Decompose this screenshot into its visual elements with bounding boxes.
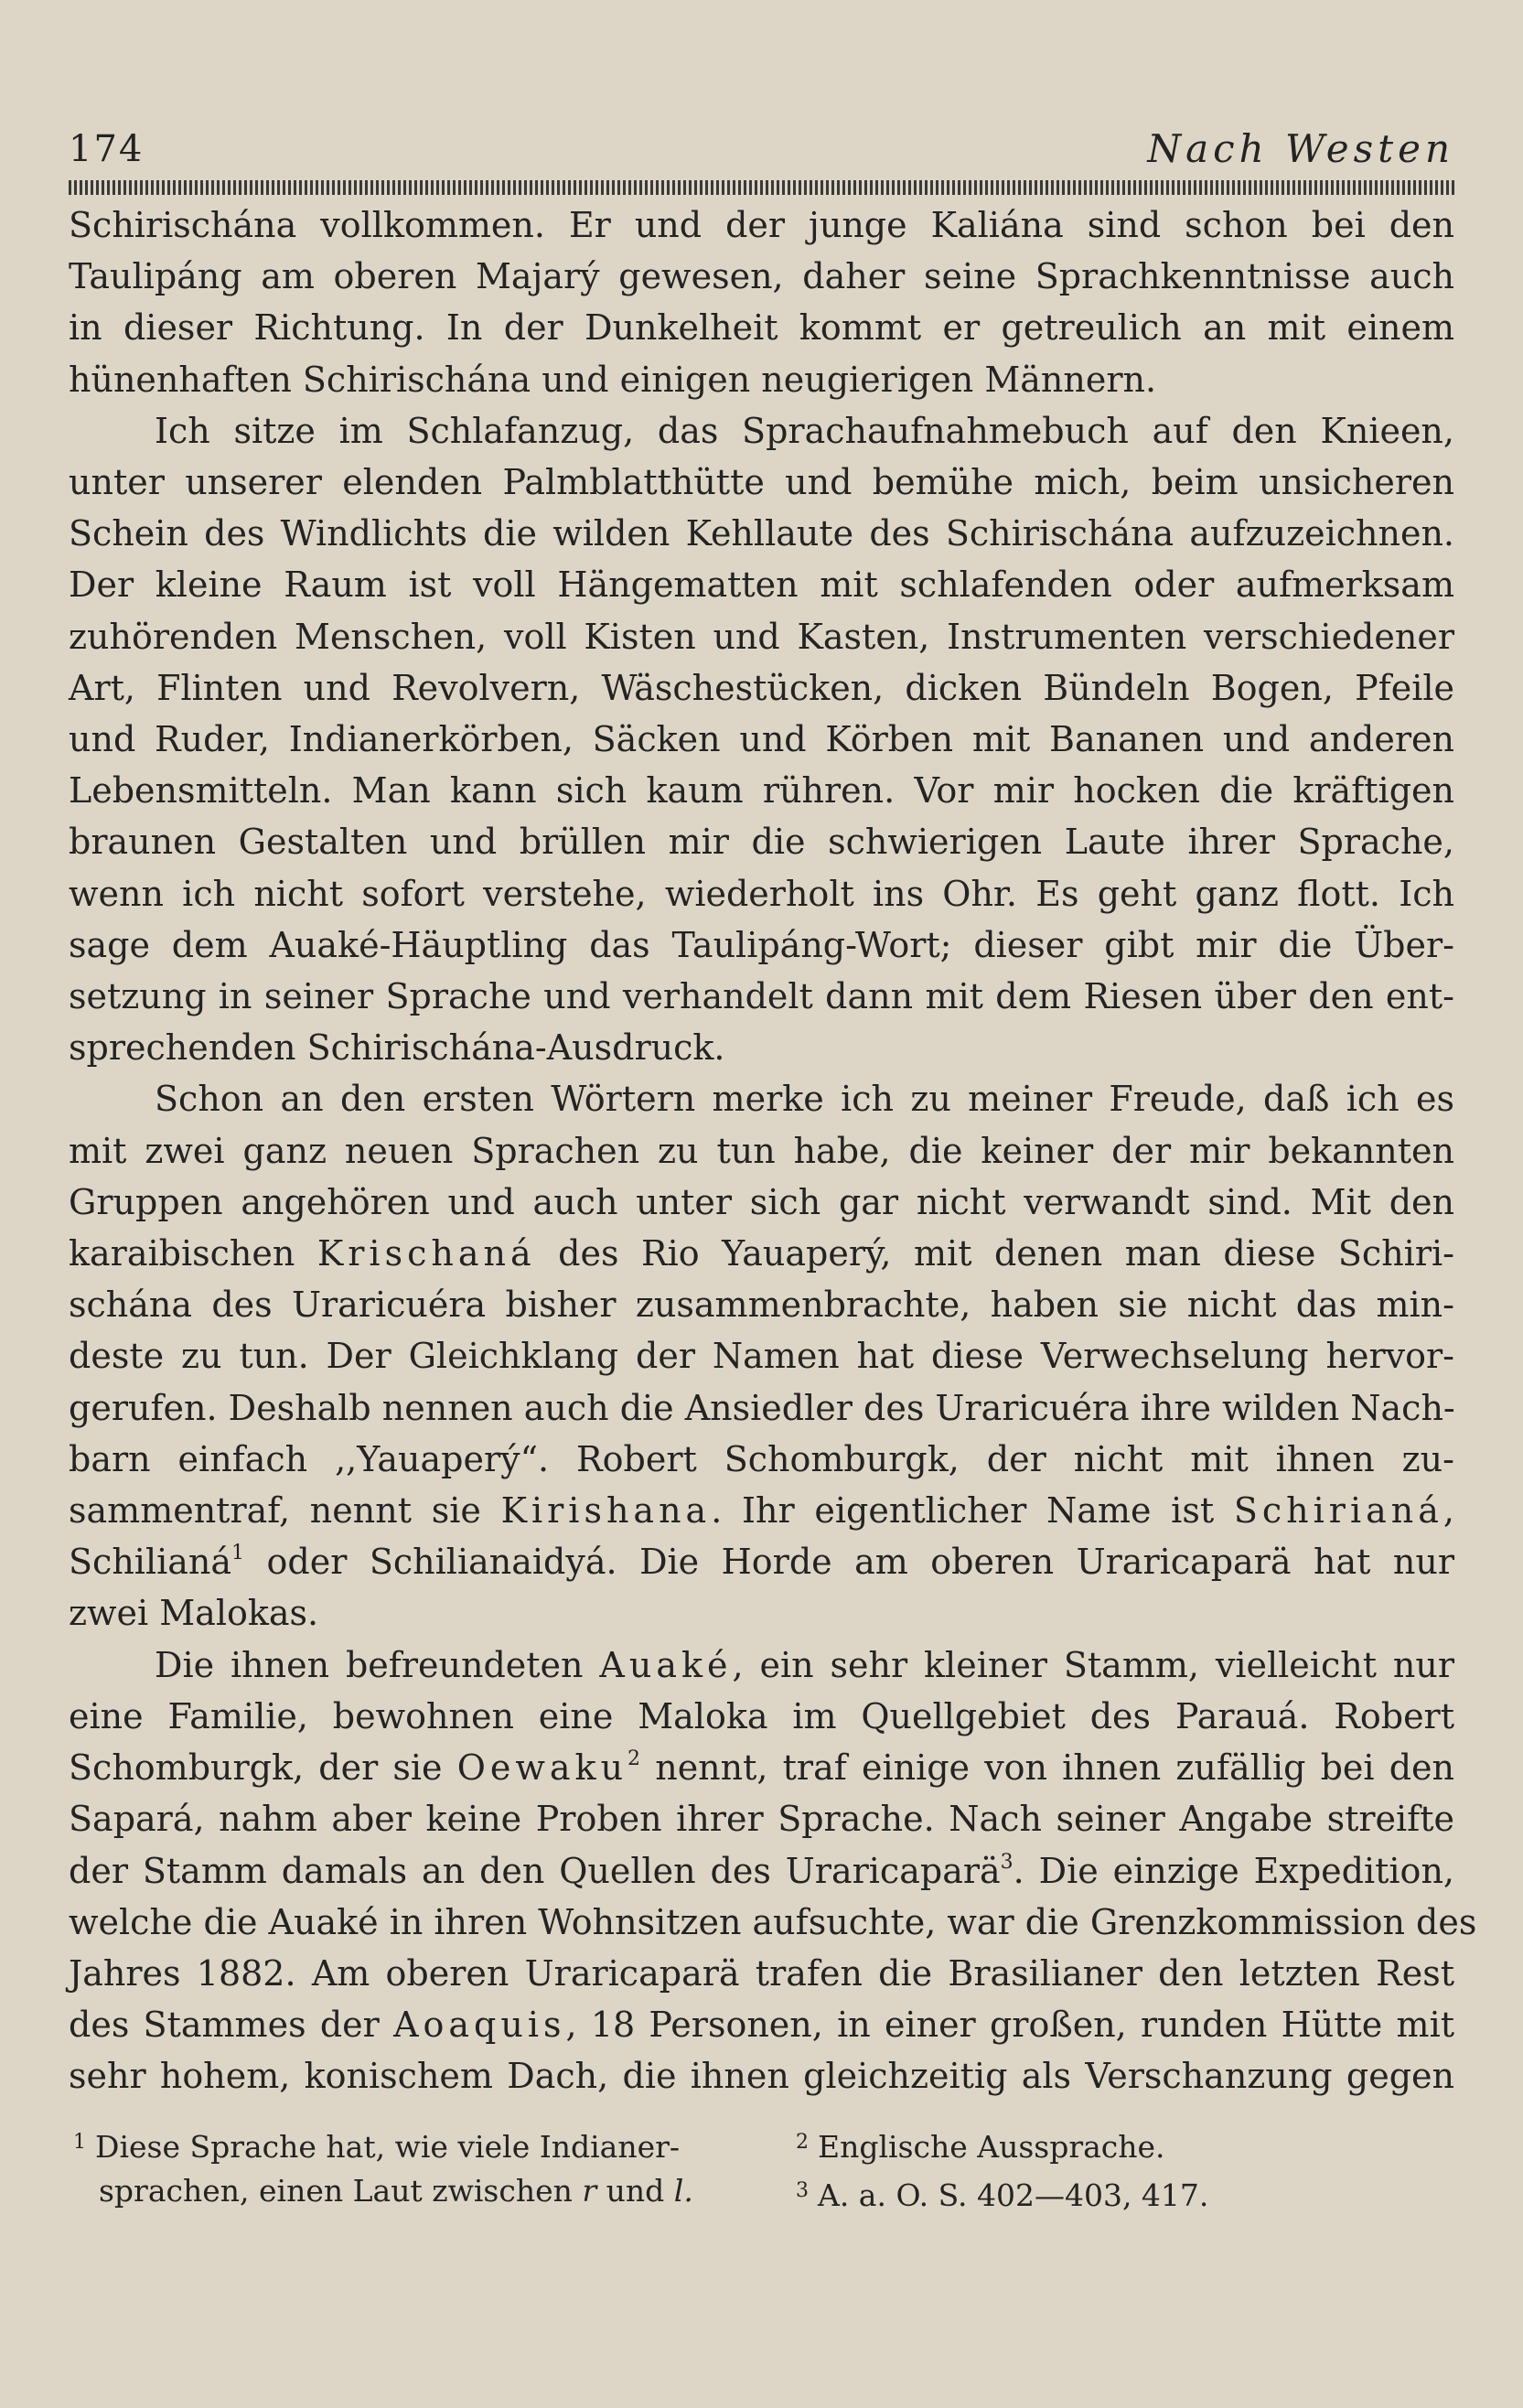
text-line: gerufen. Deshalb nennen auch die Ansiedler des Uraricuéra ihre wilden Nach- [69, 1387, 1455, 1428]
text-line: Taulipáng am oberen Majarý gewesen, daher seine Sprachkenntnisse auch [69, 256, 1454, 297]
footnote-2 [796, 2121, 1454, 2169]
page-number: 174 [69, 128, 145, 170]
text-line: Art, Flinten und Revolvern, Wäschestücken, dicken Bündeln Bogen, Pfeile [69, 667, 1454, 708]
text-fragment: , 18 Personen, in einer großen, runden Hütte mit [565, 2005, 1454, 2046]
footnote-marker: 3 [796, 2179, 809, 2202]
spaced-name: Aoaquis [393, 2005, 566, 2046]
text-line: setzung in seiner Sprache und verhandelt dann mit dem Riesen über den ent- [69, 976, 1454, 1017]
footnote-1 [73, 2121, 750, 2213]
footnote-text: sprachen, einen Laut zwischen [99, 2173, 573, 2209]
text-line: Schon an den ersten Wörtern merke ich zu meiner Freude, daß ich es [155, 1079, 1454, 1120]
footnote-text: A. a. O. S. 402—403, 417. [818, 2177, 1209, 2213]
footnote-line [73, 2121, 750, 2169]
footnote-3 [796, 2169, 1454, 2218]
text-line: wenn ich nicht sofort verstehe, wiederholt ins Ohr. Es geht ganz flott. Ich [69, 873, 1454, 914]
spaced-name: Krischaná [316, 1233, 536, 1274]
spaced-name: Schirianá [1233, 1490, 1443, 1532]
text-line: schána des Uraricuéra bisher zusammenbrachte, haben sie nicht das min- [69, 1285, 1454, 1326]
text-line [69, 1228, 1454, 1279]
text-fragment: oder Schilianaidyá. Die Horde am oberen Uraricaparä hat nur [266, 1542, 1454, 1583]
footnote-letter-r: r [582, 2173, 597, 2209]
text-line: Schein des Windlichts die wilden Kehllaute des Schirischána aufzuzeichnen. [69, 513, 1454, 554]
text-line: Lebensmitteln. Man kann sich kaum rühren. Vor mir hocken die kräftigen [69, 770, 1454, 812]
footnote-text: Diese Sprache hat, wie viele Indianer- [95, 2129, 681, 2165]
text-fragment: Schilianá [69, 1542, 232, 1583]
text-fragment: Die ihnen befreundeten [155, 1644, 584, 1685]
text-fragment: des Rio Yauaperý, mit denen man diese Schiri- [558, 1233, 1454, 1274]
text-line: und Ruder, Indianerkörben, Säcken und Körben mit Bananen und anderen [69, 719, 1454, 760]
text-line: Ich sitze im Schlafanzug, das Sprachaufnahmebuch auf den Knieen, [155, 410, 1454, 451]
spaced-name: Kirishana [500, 1490, 712, 1532]
footnote-line [73, 2169, 750, 2213]
text-fragment: nennt, traf einige von ihnen zufällig bei den [655, 1747, 1454, 1789]
footnote-ref: 3 [1000, 1850, 1014, 1874]
text-fragment: . Die einzige Expedition, [1013, 1850, 1454, 1891]
text-fragment: der Stamm damals an den Quellen des Uraricaparä [69, 1850, 1001, 1891]
text-line: Sapará, nahm aber keine Proben ihrer Sprache. Nach seiner Angabe streifte [69, 1799, 1454, 1840]
text-fragment: des Stammes der [69, 2005, 380, 2046]
text-line [69, 1999, 1454, 2050]
text-line: unter unserer elenden Palmblatthütte und bemühe mich, beim unsicheren [69, 462, 1454, 503]
text-fragment: sammentraf, nennt sie [69, 1490, 481, 1532]
footnote-letter-l: l. [673, 2173, 693, 2209]
text-fragment: , ein sehr kleiner Stamm, vielleicht nur [732, 1644, 1454, 1685]
text-line [69, 1485, 1454, 1536]
text-line [69, 1845, 1454, 1897]
text-line: in dieser Richtung. In der Dunkelheit kommt er getreulich an mit einem [69, 307, 1454, 349]
footnotes-2-3 [796, 2121, 1454, 2218]
text-line: mit zwei ganz neuen Sprachen zu tun habe, die keiner der mir bekannten [69, 1130, 1454, 1171]
text-fragment: . Ihr eigentlicher Name ist [711, 1490, 1215, 1532]
text-line: Der kleine Raum ist voll Hängematten mit schlafenden oder aufmerksam [69, 564, 1454, 606]
running-head: Nach Westen [1147, 126, 1454, 171]
text-line: hünenhaften Schirischána und einigen neugierigen Männern. [69, 359, 1157, 400]
footnote-text: Englische Aussprache. [818, 2129, 1165, 2165]
footnote-marker: 1 [73, 2131, 86, 2154]
text-line: braunen Gestalten und brüllen mir die schwierigen Laute ihrer Sprache, [69, 822, 1454, 863]
text-line: sprechenden Schirischána-Ausdruck. [69, 1027, 725, 1069]
footnote-ref: 2 [627, 1747, 641, 1771]
text-line [69, 1742, 1454, 1793]
text-line [69, 1536, 1454, 1587]
body-text [69, 199, 1477, 2102]
text-line: Schirischána vollkommen. Er und der junge Kaliána sind schon bei den [69, 205, 1454, 245]
header-rule [69, 180, 1454, 195]
text-line: welche die Auaké in ihren Wohnsitzen aufsuchte, war die Grenzkommission des [69, 1901, 1477, 1942]
text-line: Jahres 1882. Am oberen Uraricaparä trafen die Brasilianer den letzten Rest [69, 1952, 1454, 1994]
text-line: zwei Malokas. [69, 1593, 319, 1634]
text-fragment: , [1443, 1490, 1454, 1532]
text-line: sehr hohem, konischem Dach, die ihnen gleichzeitig als Verschanzung gegen [69, 2056, 1454, 2097]
page-header [69, 128, 1454, 174]
footnote-marker: 2 [796, 2131, 809, 2154]
text-line: sage dem Auaké-Häuptling das Taulipáng-Wort; dieser gibt mir die Über- [69, 924, 1454, 965]
spaced-name: Auaké [599, 1644, 733, 1685]
text-line: eine Familie, bewohnen eine Maloka im Quellgebiet des Parauá. Robert [69, 1695, 1454, 1736]
spaced-name: Oewaku [456, 1747, 628, 1789]
text-line: Gruppen angehören und auch unter sich gar nicht verwandt sind. Mit den [69, 1181, 1454, 1222]
footnote-text: und [606, 2173, 665, 2209]
text-line: deste zu tun. Der Gleichklang der Namen hat diese Verwechselung hervor- [69, 1336, 1454, 1377]
text-line [69, 1639, 1454, 1691]
text-fragment: Schomburgk, der sie [69, 1747, 443, 1789]
footnote-ref: 1 [231, 1542, 245, 1565]
text-line: barn einfach ,,Yauaperý“. Robert Schomburgk, der nicht mit ihnen zu- [69, 1438, 1454, 1479]
text-fragment: karaibischen [69, 1233, 295, 1274]
text-line: zuhörenden Menschen, voll Kisten und Kasten, Instrumenten verschiedener [69, 616, 1454, 657]
